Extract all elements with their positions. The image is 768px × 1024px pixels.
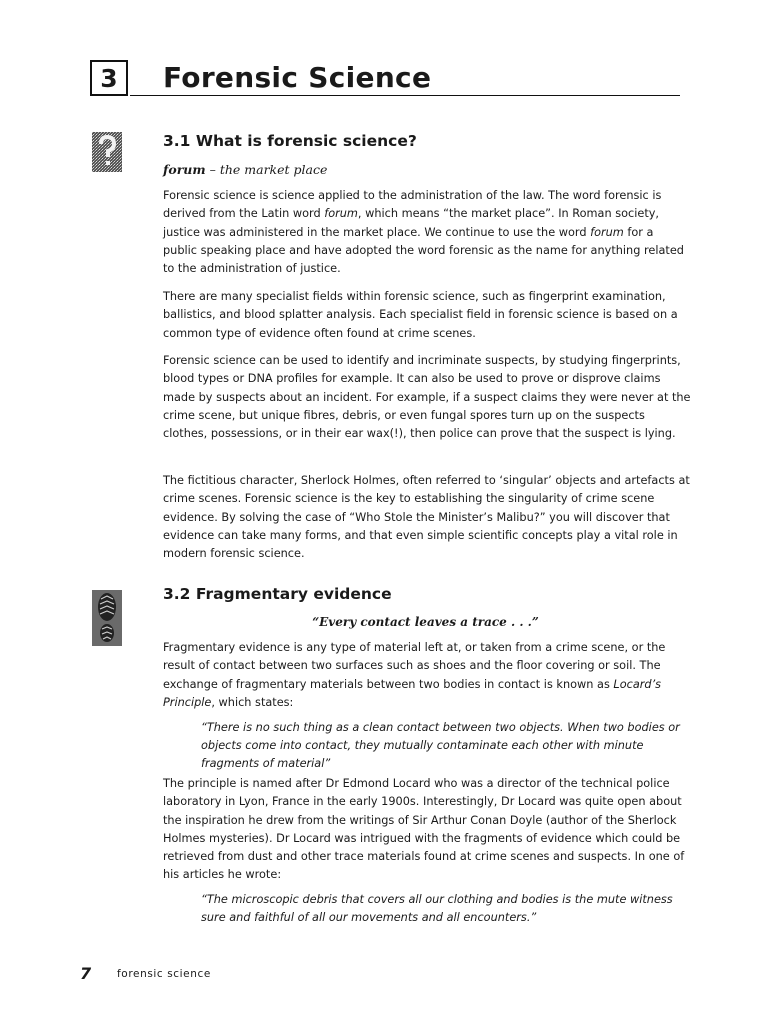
paragraph-1-text-b: , which means “the market place”. In Roman society, justice was administered in the market place. We continue to use the word	[163, 207, 660, 239]
paragraph-1-text-c: for a public speaking place and have adopted the word forensic as the name for anything related to the administration of justice.	[163, 225, 684, 276]
paragraph-1	[163, 187, 691, 278]
paragraph-5-text-b: , which states:	[211, 695, 294, 709]
page-number: 7	[80, 964, 92, 983]
shoe-print-icon	[92, 590, 122, 646]
chapter-title: Forensic Science	[163, 61, 432, 94]
running-title: forensic science	[117, 968, 211, 980]
question-mark-icon	[92, 132, 122, 172]
definition-text: – the market place	[205, 162, 328, 177]
paragraph-6	[163, 775, 691, 885]
chapter-number: 3	[100, 63, 118, 93]
definition-term: forum	[163, 162, 206, 177]
epigraph: “Every contact leaves a trace . . .”	[312, 615, 539, 629]
section-heading-fragmentary-evidence: 3.2 Fragmentary evidence	[163, 585, 392, 603]
paragraph-6-text: The principle is named after Dr Edmond Locard who was a director of the technical police laboratory in Lyon, France in the early 1900s. Interestingly, Dr Locard was quite open about the inspiration he drew from the writings of Sir Arthur Conan Doyle (author of the Sherlock Holmes mysteries). Dr Locard was intrigued with the fragments of evidence which could be retrieved from dust and other trace materials found at crime scenes and suspects. In one of his articles he wrote:	[163, 777, 685, 882]
locards-principle-term: Locard’s Principle	[163, 677, 662, 709]
paragraph-3	[163, 352, 691, 443]
definition-line	[163, 161, 327, 179]
paragraph-3-text: Forensic science can be used to identify and incriminate suspects, by studying fingerprints, blood types or DNA profiles for example. It can also be used to prove or disprove claims made by suspects about an incident. For example, if a suspect claims they were never at the crime scene, but unique fibres, debris, or even fungal spores turn up on the suspects clothes, possessions, or in their ear wax(!), then police can prove that the suspect is lying.	[163, 354, 691, 441]
paragraph-1-text-a: Forensic science is science applied to the administration of the law. The word forensic is derived from the Latin word	[163, 189, 662, 221]
locard-article-quote: “The microscopic debris that covers all our clothing and bodies is the mute witness sure and faithful of all our movements and all encounters.”	[201, 893, 673, 924]
paragraph-2-text: There are many specialist fields within forensic science, such as fingerprint examination, ballistics, and blood splatter analysis. Each specialist field in forensic science is based on a common type of evidence often found at crime scenes.	[163, 290, 678, 340]
paragraph-4	[163, 472, 691, 563]
chapter-rule	[130, 95, 680, 96]
chapter-number-box	[90, 60, 128, 96]
paragraph-4-text: The fictitious character, Sherlock Holmes, often referred to ‘singular’ objects and artefacts at crime scenes. Forensic science is the key to establishing the singularity of crime scene evidence. By solving the case of “Who Stole the Minister’s Malibu?” you will discover that evidence can take many forms, and that even simple scientific concepts play a vital role in modern forensic science.	[163, 474, 690, 561]
paragraph-5-text-a: Fragmentary evidence is any type of material left at, or taken from a crime scene, or the result of contact between two surfaces such as shoes and the floor covering or soil. The exchange of fragmentary materials between two bodies in contact is known as	[163, 641, 666, 691]
paragraph-2	[163, 288, 691, 343]
locard-quote: “There is no such thing as a clean contact between two objects. When two bodies or objects come into contact, they mutually contaminate each other with minute fragments of material”	[201, 721, 680, 770]
paragraph-1-em-forum-2: forum	[590, 225, 624, 239]
paragraph-1-em-forum-1: forum	[324, 207, 358, 221]
section-heading-what-is-forensic-science: 3.1 What is forensic science?	[163, 132, 417, 150]
paragraph-5	[163, 639, 691, 712]
